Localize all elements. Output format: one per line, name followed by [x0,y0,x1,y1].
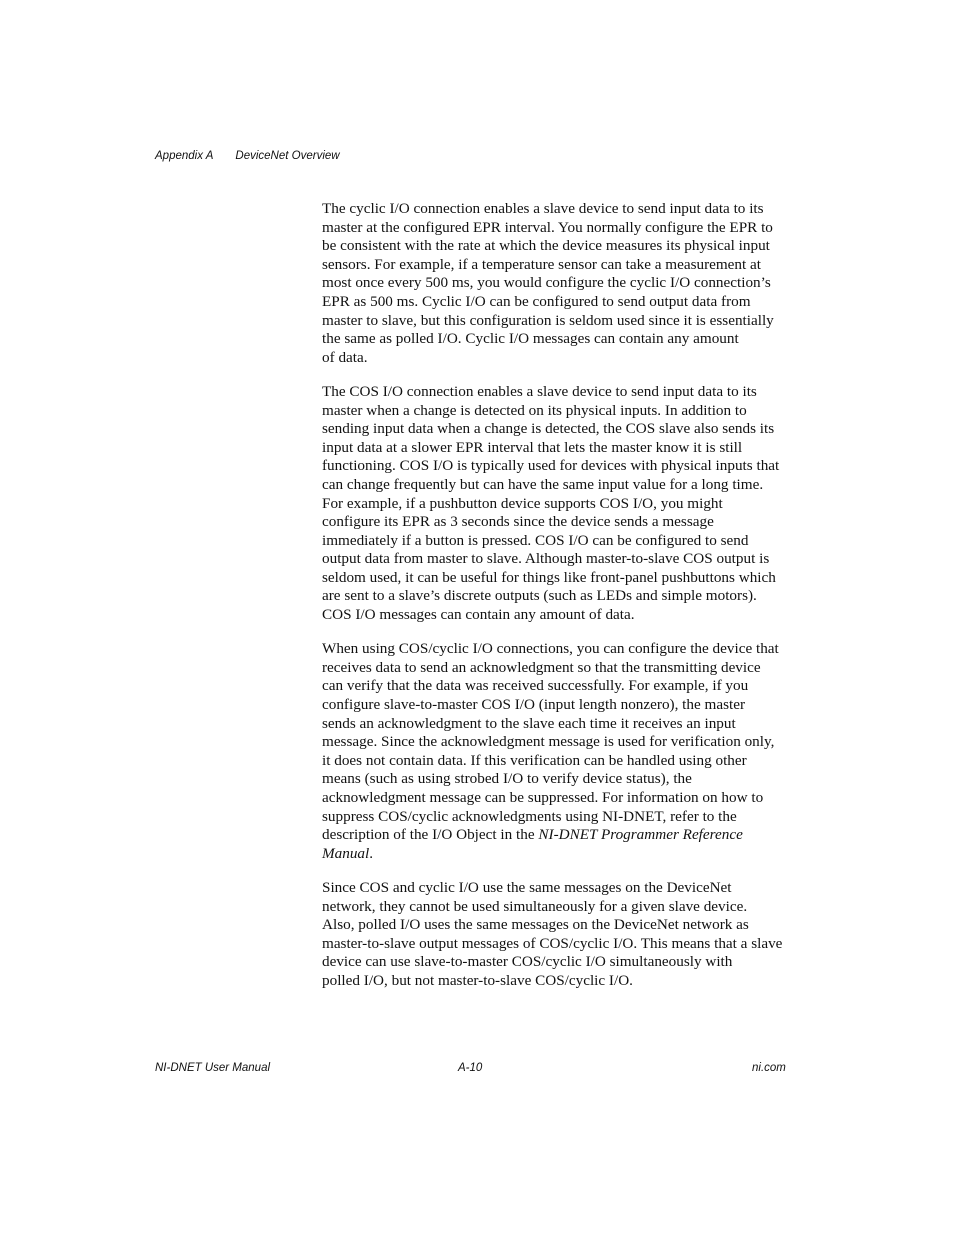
running-header [155,150,340,162]
text-segment: description of the I/O Object in the [322,826,539,844]
text-line: master-to-slave output messages of COS/cyclic I/O. This means that a slave [322,934,783,952]
text-line: suppress COS/cyclic acknowledgments using NI-DNET, refer to the [322,807,737,825]
text-line: functioning. COS I/O is typically used for devices with physical inputs that [322,457,780,475]
text-line: it does not contain data. If this verification can be handled using other [322,751,747,769]
text-line: The COS I/O connection enables a slave device to send input data to its [322,382,757,400]
footer-page-number: A-10 [458,1062,483,1074]
text-line: network, they cannot be used simultaneously for a given slave device. [322,897,748,915]
text-line: output data from master to slave. Although master-to-slave COS output is [322,550,770,568]
text-line: message. Since the acknowledgment message is used for verification only, [322,733,775,751]
text-line: means (such as using strobed I/O to verify device status), the [322,770,692,788]
footer-manual-title: NI-DNET User Manual [155,1062,271,1074]
text-line: device can use slave-to-master COS/cyclic I/O simultaneously with [322,953,733,971]
manual-reference-title: NI-DNET Programmer Reference [538,826,743,844]
text-line: acknowledgment message can be suppressed. For information on how to [322,789,764,806]
text-line: For example, if a pushbutton device supports COS I/O, you might [322,494,723,512]
paragraph-cos-io [322,383,784,625]
text-line: master to slave, but this configuration is seldom used since it is essentially [322,311,774,329]
text-line: polled I/O, but not master-to-slave COS/cyclic I/O. [322,971,633,989]
text-line: sensors. For example, if a temperature sensor can take a measurement at [322,255,761,273]
paragraph-cyclic-io [322,200,784,367]
text-line: input data at a slower EPR interval that lets the master know it is still [322,438,743,456]
footer-website: ni.com [752,1062,786,1074]
paragraph-shared-messages [322,879,784,991]
text-line: Also, polled I/O uses the same messages on the DeviceNet network as [322,916,749,934]
text-line: The cyclic I/O connection enables a slave device to send input data to its [322,200,764,217]
chapter-title: DeviceNet Overview [235,150,340,162]
text-line: COS I/O messages can contain any amount of data. [322,606,635,624]
text-line: are sent to a slave’s discrete outputs (such as LEDs and simple motors). [322,587,757,605]
text-line: master when a change is detected on its physical inputs. In addition to [322,401,747,419]
text-line: can change frequently but can have the same input value for a long time. [322,475,764,493]
text-line: When using COS/cyclic I/O connections, you can configure the device that [322,640,779,658]
text-line: seldom used, it can be useful for things like front-panel pushbuttons which [322,568,776,586]
text-line: the same as polled I/O. Cyclic I/O messages can contain any amount [322,330,739,348]
text-line: EPR as 500 ms. Cyclic I/O can be configured to send output data from [322,292,751,310]
text-line: of data. [322,348,368,366]
appendix-label: Appendix A [155,150,214,162]
paragraph-acknowledgment [322,640,784,863]
text-line: be consistent with the rate at which the device measures its physical input [322,237,770,255]
text-line: master at the configured EPR interval. You normally configure the EPR to [322,218,773,236]
text-line: Since COS and cyclic I/O use the same messages on the DeviceNet [322,878,732,896]
body-text [322,200,784,1006]
text-line: immediately if a button is pressed. COS I/O can be configured to send [322,531,749,549]
text-line: receives data to send an acknowledgment so that the transmitting device [322,658,761,676]
text-line: configure its EPR as 3 seconds since the device sends a message [322,513,714,531]
text-segment: . [369,844,374,862]
text-line: sending input data when a change is detected, the COS slave also sends its [322,420,775,438]
text-line: can verify that the data was received successfully. For example, if you [322,677,749,695]
text-line [322,845,784,864]
text-line: configure slave-to-master COS I/O (input length nonzero), the master [322,696,746,714]
text-line: sends an acknowledgment to the slave each time it receives an input [322,714,736,732]
manual-reference-title-end: Manual [322,844,370,862]
text-line: most once every 500 ms, you would configure the cyclic I/O connection’s [322,274,771,292]
text-line [322,826,784,845]
